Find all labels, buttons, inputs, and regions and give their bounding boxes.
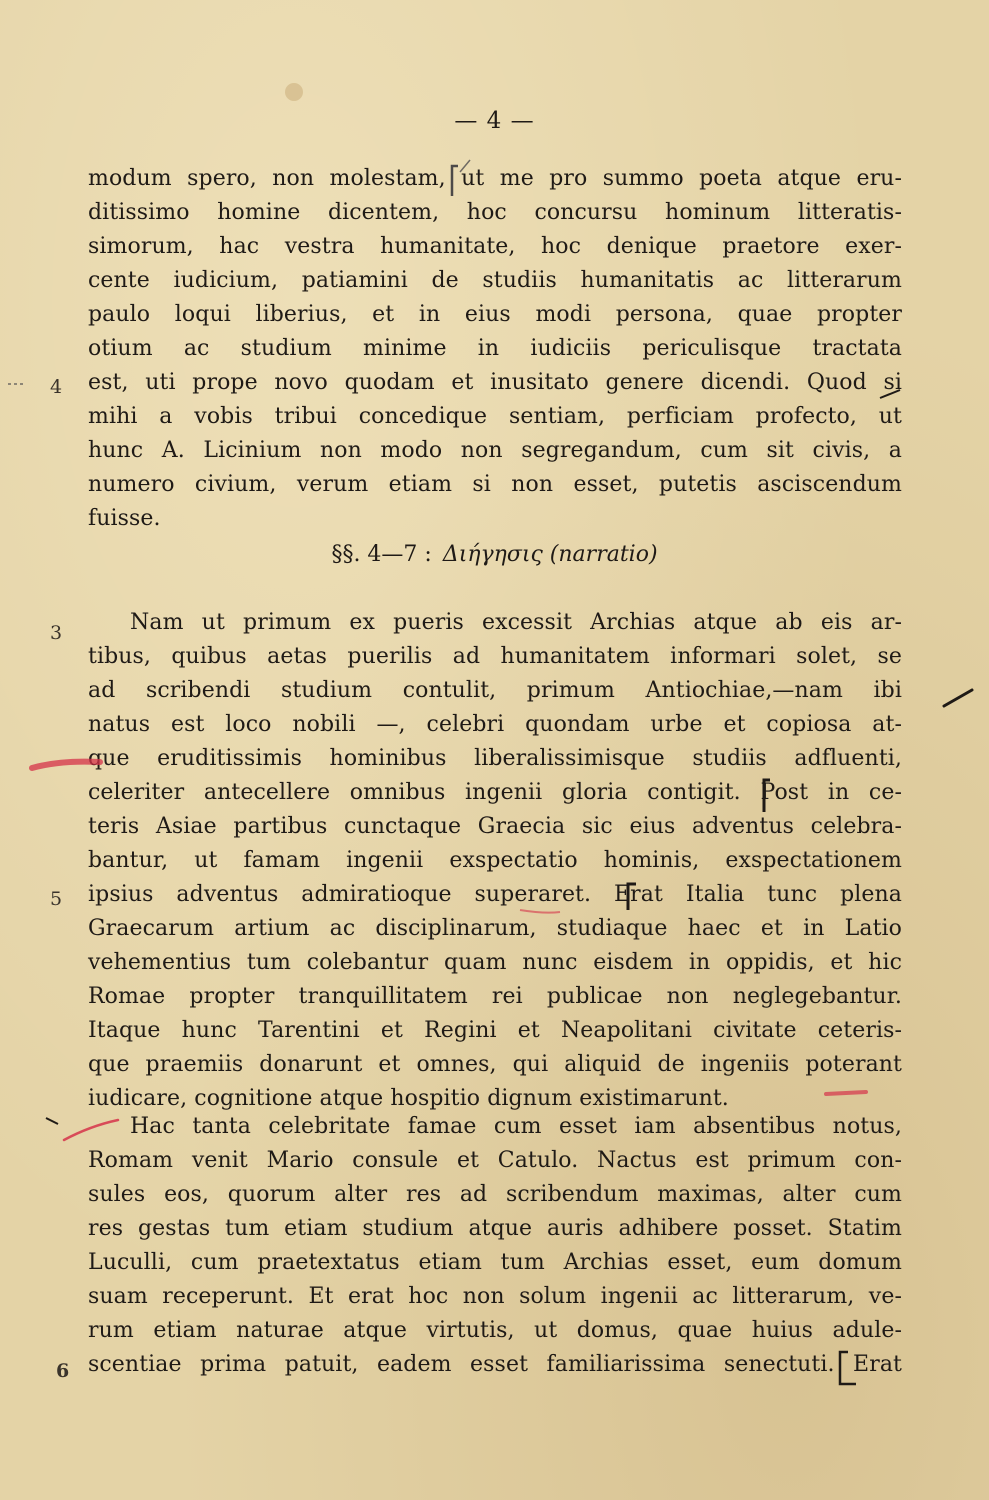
text-line: scentiae prima patuit, eadem esset familiarissima senectuti. Erat (88, 1352, 902, 1377)
margin-number-5: 5 (50, 888, 63, 910)
text-line: que eruditissimis hominibus liberalissimisque studiis adfluenti, (88, 746, 902, 771)
text-line: fuisse. (88, 506, 161, 531)
section-range: §§. 4—7 : (331, 542, 432, 567)
text-line: Romam venit Mario consule et Catulo. Nactus est primum con- (88, 1148, 902, 1173)
bracket-mark (628, 884, 636, 910)
text-line: Luculli, cum praetextatus etiam tum Archias esset, eum domum (88, 1250, 902, 1275)
text-line: bantur, ut famam ingenii exspectatio hominis, exspectationem (88, 848, 902, 873)
text-line: Nam ut primum ex pueris excessit Archias atque ab eis ar- (130, 610, 902, 635)
red-pencil-mark (32, 762, 100, 768)
text-line: ipsius adventus admiratioque superaret. Erat Italia tunc plena (88, 882, 902, 907)
text-line: cente iudicium, patiamini de studiis humanitatis ac litterarum (88, 268, 902, 293)
red-pencil-mark (826, 1092, 866, 1094)
text-line: Hac tanta celebritate famae cum esset iam absentibus notus, (130, 1114, 902, 1139)
text-line: paulo loqui liberius, et in eius modi persona, quae propter (88, 302, 902, 327)
text-line: rum etiam naturae atque virtutis, ut domus, quae huius adule- (88, 1318, 902, 1343)
text-line: sules eos, quorum alter res ad scribendum maximas, alter cum (88, 1182, 902, 1207)
text-line: ad scribendi studium contulit, primum Antiochiae,—nam ibi (88, 678, 902, 703)
text-line: simorum, hac vestra humanitate, hoc denique praetore exer- (88, 234, 902, 259)
text-line: que praemiis donarunt et omnes, qui aliquid de ingeniis poterant (88, 1052, 902, 1077)
text-line: hunc A. Licinium non modo non segregandum, cum sit civis, a (88, 438, 902, 463)
text-line: iudicare, cognitione atque hospitio dignum existimarunt. (88, 1086, 729, 1111)
red-pencil-mark (64, 1120, 118, 1140)
text-line: otium ac studium minime in iudiciis periculisque tractata (88, 336, 902, 361)
bracket-mark (452, 166, 458, 196)
text-line: vehementius tum colebantur quam nunc eisdem in oppidis, et hic (88, 950, 902, 975)
text-line: suam receperunt. Et erat hoc non solum ingenii ac litterarum, ve- (88, 1284, 902, 1309)
text-line: est, uti prope novo quodam et inusitato genere dicendi. Quod si (88, 370, 902, 395)
text-line: natus est loco nobili —, celebri quondam urbe et copiosa at- (88, 712, 902, 737)
text-line: Itaque hunc Tarentini et Regini et Neapolitani civitate ceteris- (88, 1018, 902, 1043)
text-line: modum spero, non molestam, ut me pro summo poeta atque eru- (88, 166, 902, 191)
text-line: numero civium, verum etiam si non esset, putetis asciscendum (88, 472, 902, 497)
text-line: ditissimo homine dicentem, hoc concursu hominum litteratis- (88, 200, 902, 225)
text-line: mihi a vobis tribui concedique sentiam, perficiam profecto, ut (88, 404, 902, 429)
margin-number-6: 6 (56, 1360, 70, 1382)
text-line: Romae propter tranquillitatem rei publicae non neglegebantur. (88, 984, 902, 1009)
bracket-mark (840, 1352, 856, 1384)
red-pencil-mark (520, 910, 560, 913)
text-line: teris Asiae partibus cunctaque Graecia sic eius adventus celebra- (88, 814, 902, 839)
pencil-mark (46, 1118, 58, 1124)
text-line: res gestas tum etiam studium atque auris adhibere posset. Statim (88, 1216, 902, 1241)
pencil-mark (460, 160, 470, 172)
text-line: tibus, quibus aetas puerilis ad humanitatem informari solet, se (88, 644, 902, 669)
bracket-mark (764, 780, 770, 812)
margin-number-4: 4 (50, 376, 63, 398)
text-line: Graecarum artium ac disciplinarum, studiaque haec et in Latio (88, 916, 902, 941)
text-line: celeriter antecellere omnibus ingenii gloria contigit. Post in ce- (88, 780, 902, 805)
pencil-mark (944, 690, 972, 706)
pencil-mark (880, 390, 900, 398)
page-number: — 4 — (454, 108, 535, 134)
section-title-greek: Διήγησις (narratio) (442, 542, 658, 567)
margin-number-3: 3 (50, 622, 63, 644)
stain-mark (285, 83, 303, 101)
